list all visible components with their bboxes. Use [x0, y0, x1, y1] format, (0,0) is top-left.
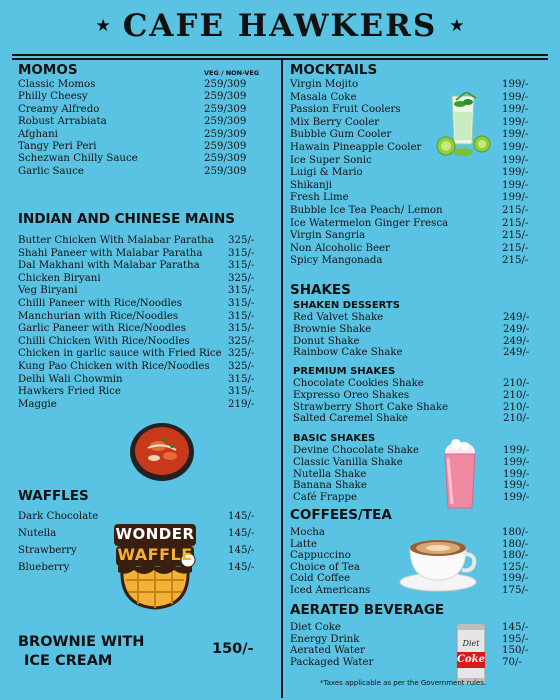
brownie-price: 150/- [212, 641, 254, 657]
basic-list [293, 445, 548, 504]
menu-item-price: 215/- [502, 255, 529, 267]
menu-item-price: 249/- [503, 323, 530, 335]
menu-item-price: 325/- [228, 360, 255, 372]
menu-item-price: 315/- [228, 323, 255, 335]
menu-item-price: 219/- [228, 398, 255, 410]
mains-list [18, 235, 276, 411]
curry-bowl-image [128, 418, 196, 484]
menu-item-price: 325/- [228, 348, 255, 360]
menu-item-price: 210/- [503, 378, 530, 389]
menu-item-price: 145/- [228, 545, 255, 556]
menu-item [290, 243, 548, 256]
menu-item-name: Kung Pao Chicken with Rice/Noodles [18, 360, 210, 372]
brownie-title-line2: ICE CREAM [24, 653, 113, 669]
menu-item [293, 336, 548, 348]
menu-item-price: 259/309 [204, 79, 247, 90]
menu-item [293, 413, 548, 425]
menu-item-name: Ice Super Sonic [290, 154, 372, 166]
menu-item-name: Hawkers Fried Rice [18, 386, 121, 398]
menu-item [18, 336, 276, 349]
menu-item-price: 199/- [502, 154, 529, 166]
coffees-title: COFFEES/TEA [290, 507, 392, 523]
menu-item-name: Afghani [18, 128, 58, 140]
menu-item [18, 248, 276, 261]
menu-item-price: 315/- [228, 260, 255, 272]
menu-item-name: Schezwan Chilly Sauce [18, 153, 138, 165]
mains-title: INDIAN AND CHINESE MAINS [18, 211, 235, 227]
menu-item-name: Chilli Paneer with Rice/Noodles [18, 297, 183, 309]
menu-item-name: Maggie [18, 398, 57, 410]
menu-item-price: 199/- [503, 445, 530, 456]
menu-item-price: 315/- [228, 386, 255, 398]
menu-item-name: Packaged Water [290, 656, 374, 668]
menu-item [290, 192, 548, 205]
diet-coke-can-image [454, 622, 488, 686]
menu-item [293, 469, 548, 481]
menu-item-price: 199/- [503, 480, 530, 492]
menu-item-name: Creamy Alfredo [18, 103, 100, 115]
menu-item-price: 325/- [228, 335, 255, 347]
menu-item [18, 260, 276, 273]
aerated-list [290, 622, 548, 668]
menu-item [290, 205, 548, 218]
menu-item-name: Luigi & Mario [290, 167, 363, 179]
header-divider [12, 58, 548, 60]
menu-item-price: 325/- [228, 272, 255, 284]
menu-item [18, 129, 276, 141]
menu-item-name: Shikanji [290, 179, 333, 191]
menu-item-price: 199/- [502, 116, 529, 128]
menu-item-name: Blueberry [18, 562, 70, 573]
menu-item [293, 390, 548, 402]
menu-item-name: Choice of Tea [290, 561, 360, 573]
shaken-list [293, 312, 548, 359]
menu-item-price: 210/- [503, 401, 530, 413]
menu-item [293, 457, 548, 469]
menu-item-price: 259/309 [204, 91, 247, 103]
premium-list [293, 378, 548, 425]
menu-item-name: Aerated Water [290, 645, 365, 657]
menu-item-price: 195/- [502, 633, 529, 645]
menu-item-price: 125/- [502, 561, 529, 573]
menu-item-name: Virgin Mojito [290, 79, 359, 90]
menu-item [18, 285, 276, 298]
momos-list [18, 79, 276, 178]
mocktails-list [290, 79, 548, 268]
menu-item [18, 298, 276, 311]
menu-item [290, 657, 548, 669]
menu-item-name: Bubble Ice Tea Peach/ Lemon [290, 204, 443, 216]
menu-item-name: Banana Shake [293, 480, 367, 492]
menu-item-name: Manchurian with Rice/Noodles [18, 310, 179, 322]
brownie-title-line1: BROWNIE WITH [18, 634, 145, 650]
menu-item-name: Delhi Wali Chowmin [18, 373, 123, 385]
menu-item-name: Brownie Shake [293, 323, 372, 335]
menu-item [293, 347, 548, 359]
menu-item-name: Mocha [290, 527, 325, 538]
star-icon: ★ [95, 16, 111, 36]
menu-item-name: Iced Americans [290, 584, 371, 596]
menu-item-price: 215/- [502, 242, 529, 254]
menu-item [293, 480, 548, 492]
menu-item-name: Chilli Chicken With Rice/Noodles [18, 335, 190, 347]
menu-item [290, 622, 548, 634]
menu-item-price: 199/- [503, 456, 530, 468]
mains-section [18, 211, 276, 411]
menu-item-name: Nutella [18, 528, 57, 539]
menu-item [18, 273, 276, 286]
menu-item-price: 315/- [228, 297, 255, 309]
menu-item-name: Classic Momos [18, 79, 96, 90]
menu-item [290, 142, 548, 155]
premium-shakes-title: PREMIUM SHAKES [293, 366, 396, 377]
basic-shakes-section [293, 433, 548, 504]
menu-item [290, 155, 548, 168]
menu-item-name: Spicy Mangonada [290, 255, 383, 267]
menu-item-name: Cold Coffee [290, 573, 351, 585]
menu-item-name: Strawberry Short Cake Shake [293, 401, 449, 413]
menu-header [0, 0, 560, 52]
menu-item-name: Veg Biryani [18, 285, 78, 297]
menu-item-price: 249/- [503, 335, 530, 347]
tax-note: *Taxes applicable as per the Government rules. [320, 679, 487, 687]
menu-item-price: 70/- [502, 656, 522, 668]
mojito-glass-image [432, 92, 494, 158]
menu-item-price: 199/- [502, 179, 529, 191]
menu-item-price: 145/- [228, 562, 255, 573]
menu-item-name: Salted Caremel Shake [293, 413, 408, 425]
menu-item [293, 445, 548, 457]
menu-item [18, 116, 276, 128]
menu-item-name: Red Valvet Shake [293, 312, 384, 323]
menu-item [290, 117, 548, 130]
menu-item-price: 259/309 [204, 103, 247, 115]
menu-item [18, 386, 276, 399]
menu-item-name: Masala Coke [290, 91, 357, 103]
menu-item [293, 402, 548, 414]
menu-item-price: 180/- [502, 550, 529, 562]
menu-item-name: Energy Drink [290, 633, 360, 645]
menu-item [18, 104, 276, 116]
menu-item-price: 259/309 [204, 153, 247, 165]
menu-item-name: Passion Fruit Coolers [290, 104, 401, 116]
menu-item-price: 325/- [228, 235, 255, 246]
shakes-title: SHAKES [290, 282, 351, 298]
menu-item-name: Mix Berry Cooler [290, 116, 380, 128]
header-divider [12, 54, 548, 56]
menu-item-price: 315/- [228, 373, 255, 385]
menu-item-price: 199/- [502, 573, 529, 585]
coffee-cup-image [398, 534, 478, 592]
menu-item-price: 199/- [502, 167, 529, 179]
menu-item-price: 199/- [502, 192, 529, 204]
menu-item-price: 199/- [502, 91, 529, 103]
menu-item-name: Rainbow Cake Shake [293, 347, 403, 359]
menu-item-name: Robust Arrabiata [18, 116, 107, 128]
menu-item [18, 166, 276, 178]
menu-item-price: 215/- [502, 217, 529, 229]
menu-item-price: 180/- [502, 538, 529, 550]
momos-title: MOMOS [18, 62, 78, 78]
cafe-title: CAFE HAWKERS [122, 8, 438, 44]
menu-item-price: 315/- [228, 247, 255, 259]
menu-item-price: 199/- [502, 141, 529, 153]
veg-nonveg-header: VEG / NON-VEG [204, 69, 260, 77]
menu-item-name: Expresso Oreo Shakes [293, 389, 410, 401]
menu-item-price: 145/- [228, 511, 255, 522]
menu-item-price: 315/- [228, 310, 255, 322]
menu-item-name: Café Frappe [293, 492, 357, 504]
menu-item-name: Philly Cheesy [18, 91, 88, 103]
menu-item-name: Donut Shake [293, 335, 360, 347]
menu-item-name: Hawain Pineapple Cooler [290, 141, 422, 153]
menu-item-price: 259/309 [204, 116, 247, 128]
menu-item-name: Latte [290, 538, 318, 550]
momos-section [18, 62, 276, 178]
menu-item-name: Nutella Shake [293, 468, 367, 480]
can-label-diet: Diet [462, 639, 480, 648]
menu-item-name: Devine Chocolate Shake [293, 445, 419, 456]
menu-item [18, 361, 276, 374]
menu-item-name: Tangy Peri Peri [18, 140, 97, 152]
menu-item-price: 215/- [502, 204, 529, 216]
waffles-title: WAFFLES [18, 488, 89, 504]
menu-item [18, 91, 276, 103]
column-divider [281, 58, 283, 698]
star-icon: ★ [449, 16, 465, 36]
menu-item [290, 255, 548, 268]
logo-waffle-text: WAFFLE [117, 545, 193, 564]
milkshake-glass-image [434, 438, 486, 512]
shakes-section [290, 282, 548, 298]
menu-item-price: 145/- [502, 622, 529, 633]
menu-item-price: 215/- [502, 230, 529, 242]
menu-item-name: Chicken Biryani [18, 272, 101, 284]
menu-item [18, 141, 276, 153]
menu-item-name: Virgin Sangria [290, 230, 366, 242]
logo-wonder-text: WONDER [115, 525, 195, 543]
menu-item-price: 199/- [502, 79, 529, 90]
menu-item [290, 92, 548, 105]
menu-item [18, 311, 276, 324]
menu-item [290, 167, 548, 180]
menu-item [293, 378, 548, 390]
menu-item-price: 199/- [503, 492, 530, 504]
menu-item-price: 249/- [503, 312, 530, 323]
menu-item [290, 104, 548, 117]
basic-shakes-title: BASIC SHAKES [293, 433, 376, 444]
menu-item-name: Non Alcoholic Beer [290, 242, 390, 254]
menu-item-name: Bubble Gum Cooler [290, 129, 392, 141]
wonder-waffle-logo [108, 520, 202, 612]
menu-item-name: Garlic Sauce [18, 165, 84, 177]
menu-item [18, 323, 276, 336]
can-label-coke: Coke [457, 654, 485, 665]
menu-item-price: 249/- [503, 347, 530, 359]
menu-item [290, 79, 548, 92]
menu-item-name: Chocolate Cookies Shake [293, 378, 424, 389]
menu-item-price: 180/- [502, 527, 529, 538]
menu-item-name: Dal Makhani with Malabar Paratha [18, 260, 200, 272]
menu-item [290, 129, 548, 142]
menu-item [290, 218, 548, 231]
menu-item-name: Butter Chicken With Malabar Paratha [18, 235, 214, 246]
menu-item [290, 645, 548, 657]
menu-item-price: 315/- [228, 285, 255, 297]
menu-item [293, 492, 548, 504]
aerated-title: AERATED BEVERAGE [290, 602, 445, 618]
menu-item-price: 199/- [502, 129, 529, 141]
menu-item [18, 399, 276, 412]
shaken-desserts-title: SHAKEN DESSERTS [293, 300, 400, 311]
premium-shakes-section [293, 366, 548, 425]
menu-item-price: 210/- [503, 389, 530, 401]
menu-item [18, 153, 276, 165]
menu-item [290, 230, 548, 243]
menu-item-name: Diet Coke [290, 622, 341, 633]
menu-item-name: Garlic Paneer with Rice/Noodles [18, 323, 186, 335]
menu-item [290, 634, 548, 646]
menu-item-price: 199/- [502, 104, 529, 116]
menu-item [293, 312, 548, 324]
mocktails-title: MOCKTAILS [290, 62, 378, 78]
menu-item-price: 150/- [502, 645, 529, 657]
shaken-desserts-section [293, 300, 548, 359]
menu-item-price: 259/309 [204, 165, 247, 177]
menu-item-name: Strawberry [18, 545, 77, 556]
menu-item [18, 348, 276, 361]
menu-item-price: 145/- [228, 528, 255, 539]
menu-item [18, 79, 276, 91]
menu-item-name: Ice Watermelon Ginger Fresca [290, 217, 449, 229]
menu-item-price: 259/309 [204, 140, 247, 152]
menu-item-price: 259/309 [204, 128, 247, 140]
menu-item [18, 374, 276, 387]
menu-item-name: Dark Chocolate [18, 511, 99, 522]
menu-item-price: 210/- [503, 413, 530, 425]
mocktails-section [290, 62, 548, 268]
menu-item-name: Shahi Paneer with Malabar Paratha [18, 247, 203, 259]
menu-item [290, 180, 548, 193]
menu-item [293, 324, 548, 336]
menu-item-name: Fresh Lime [290, 192, 349, 204]
menu-item-name: Cappuccino [290, 550, 351, 562]
menu-item-price: 199/- [503, 468, 530, 480]
aerated-section [290, 602, 548, 668]
menu-item [18, 235, 276, 248]
menu-item-name: Classic Vanilla Shake [293, 456, 403, 468]
menu-item-price: 175/- [502, 584, 529, 596]
menu-item-name: Chicken in garlic sauce with Fried Rice [18, 348, 222, 360]
